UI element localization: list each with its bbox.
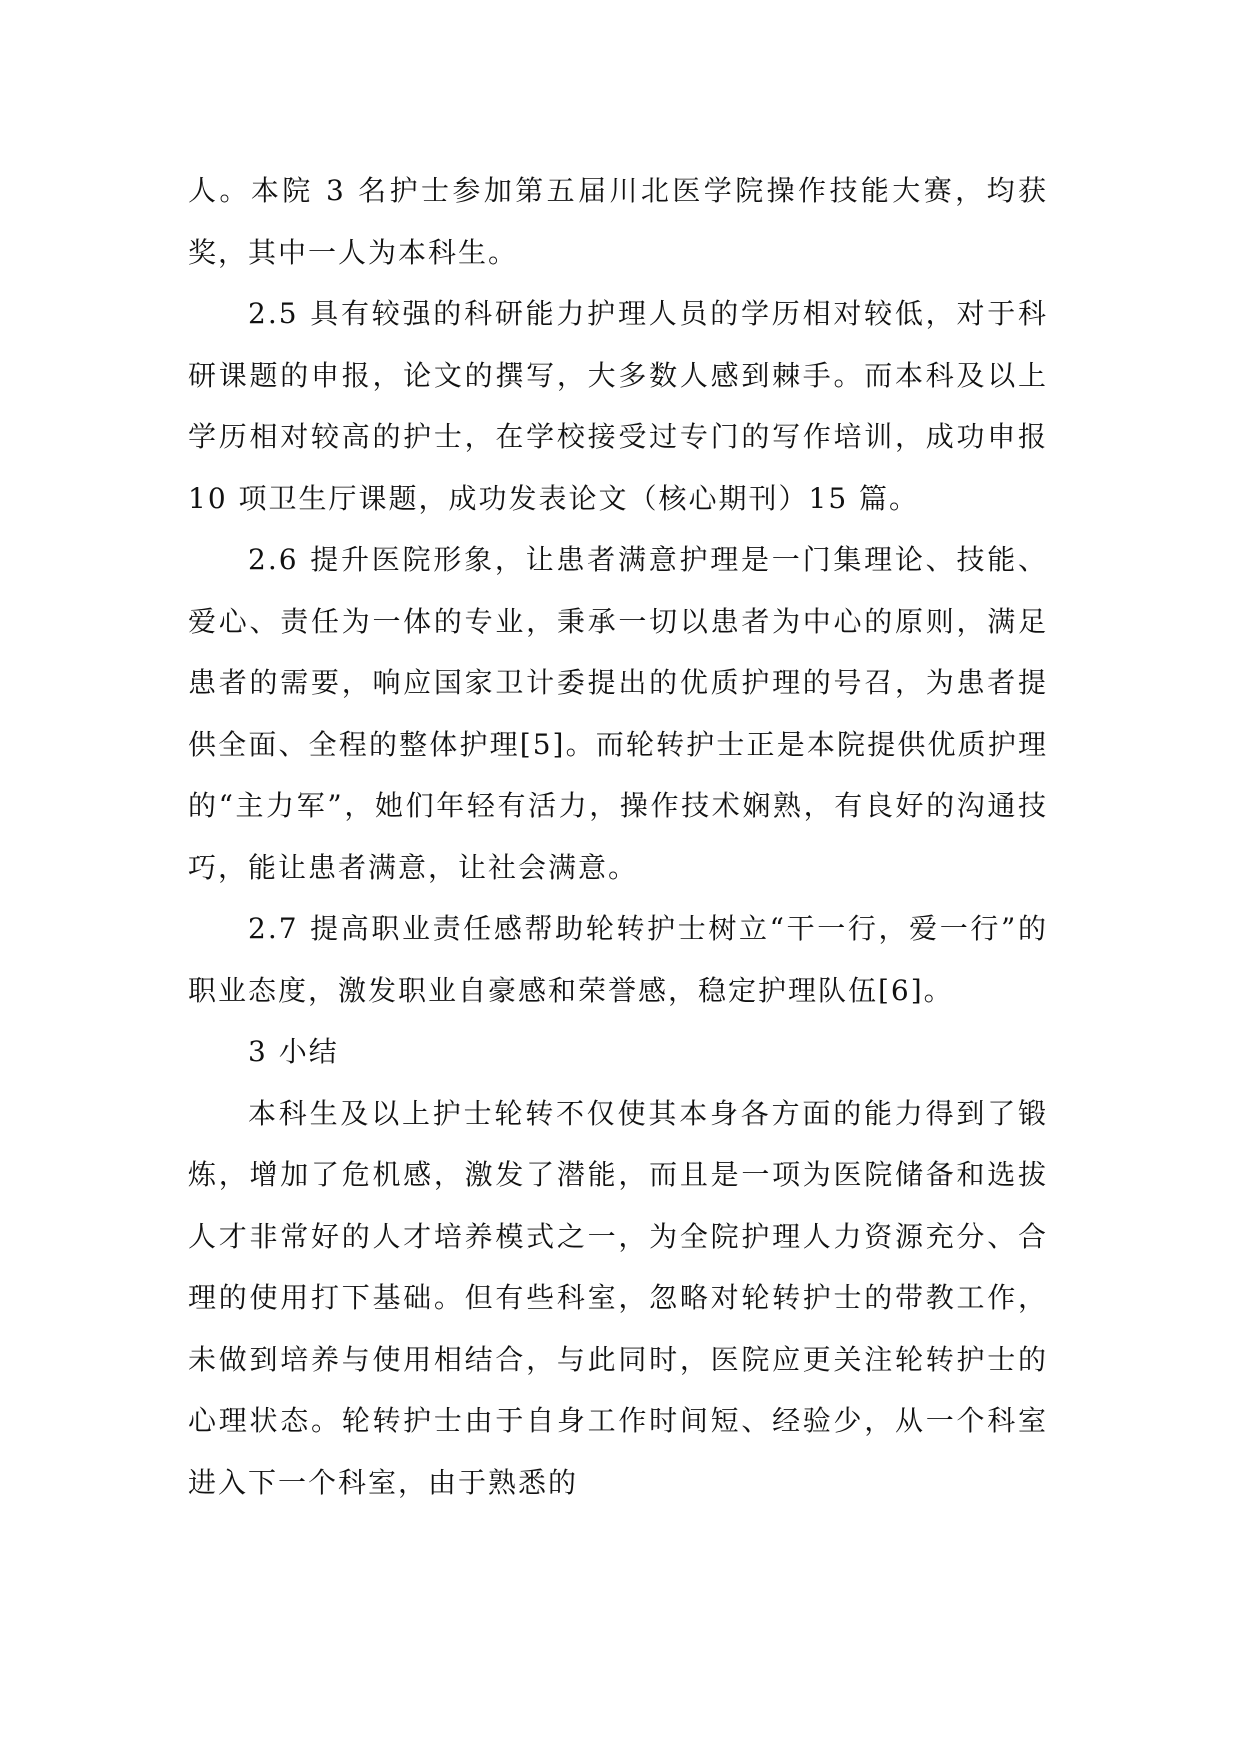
paragraph-section-2-5: 2.5 具有较强的科研能力护理人员的学历相对较低，对于科研课题的申报，论文的撰写，大多数人感到棘手。而本科及以上学历相对较高的护士，在学校接受过专门的写作培训，成功申报 10 项卫生厅课题，成功发表论文（核心期刊）15 篇。 [188,297,1048,515]
section-heading-summary: 3 小结 [248,1035,339,1068]
paragraph-continuation: 人。本院 3 名护士参加第五届川北医学院操作技能大赛，均获奖，其中一人为本科生。 [188,174,1048,269]
paragraph-section-2-6: 2.6 提升医院形象，让患者满意护理是一门集理论、技能、爱心、责任为一体的专业，秉承一切以患者为中心的原则，满足患者的需要，响应国家卫计委提出的优质护理的号召，为患者提供全面、全程的整体护理[5]。而轮转护士正是本院提供优质护理的“主力军”，她们年轻有活力，操作技术娴熟，有良好的沟通技巧，能让患者满意，让社会满意。 [188,543,1048,884]
paragraph-section-2-7: 2.7 提高职业责任感帮助轮转护士树立“干一行，爱一行”的职业态度，激发职业自豪感和荣誉感，稳定护理队伍[6]。 [188,912,1048,1007]
paragraph-summary: 本科生及以上护士轮转不仅使其本身各方面的能力得到了锻炼，增加了危机感，激发了潜能，而且是一项为医院储备和选拔人才非常好的人才培养模式之一，为全院护理人力资源充分、合理的使用打下基础。但有些科室，忽略对轮转护士的带教工作，未做到培养与使用相结合，与此同时，医院应更关注轮转护士的心理状态。轮转护士由于自身工作时间短、经验少，从一个科室进入下一个科室，由于熟悉的 [188,1096,1048,1499]
document-body [188,160,1048,1513]
